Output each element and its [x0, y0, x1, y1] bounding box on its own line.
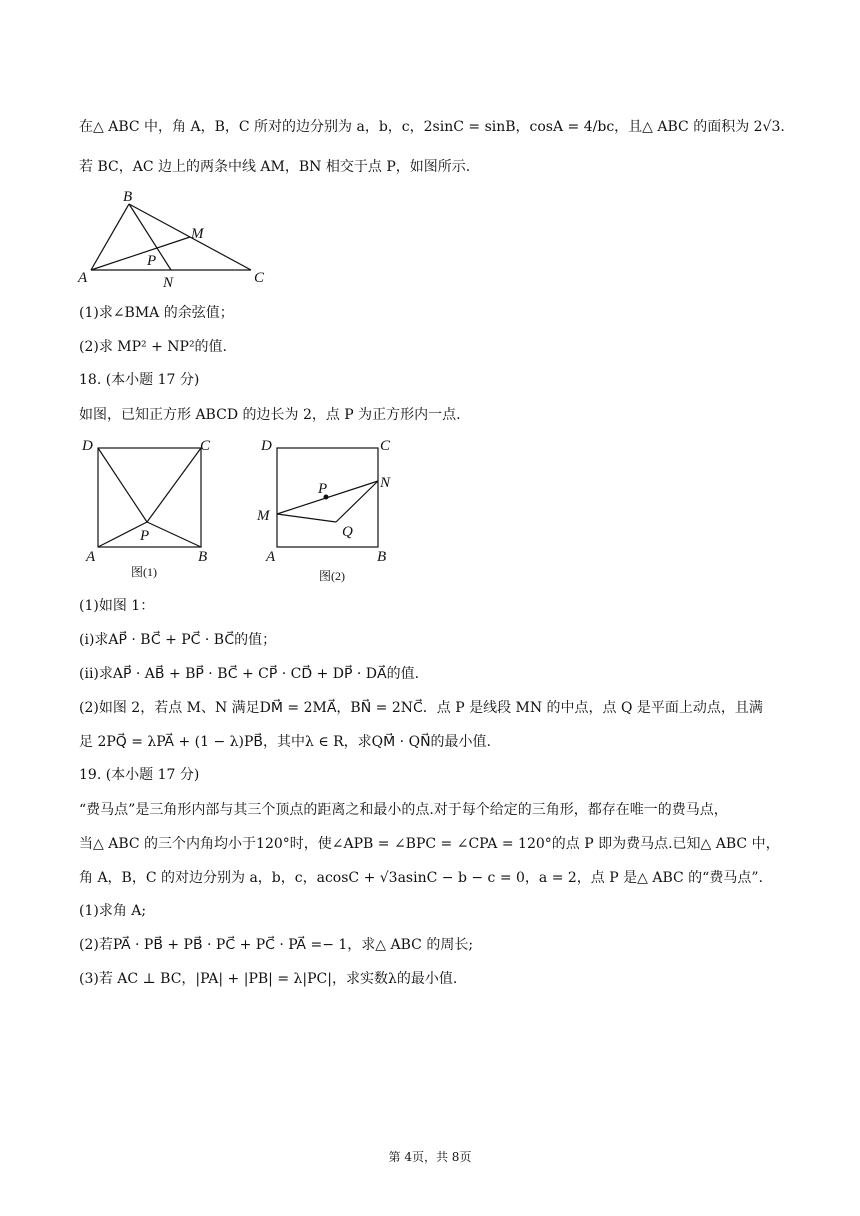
p19-q3: (3)若 AC ⊥ BC，|PA| + |PB| = λ|PC|，求实数λ的最小值.: [79, 971, 458, 987]
p18-q1-i: (i)求AP⃗ · BC⃗ + PC⃗ · BC⃗的值；: [79, 632, 277, 648]
fig1-label-D: D: [82, 438, 93, 454]
fig1-label-C: C: [200, 438, 211, 454]
p18-q2-line1: (2)如图 2，若点 M、N 满足DM⃗ = 2MA⃗，BN⃗ = 2NC⃗．点 P 是线段 MN 的中点，点 Q 是平面上动点，且满: [79, 700, 763, 716]
p19-line1: “费马点”是三角形内部与其三个顶点的距离之和最小的点.对于每个给定的三角形，都存在唯一的费马点，: [79, 802, 728, 818]
p17-q1: (1)求∠BMA 的余弦值；: [79, 305, 234, 321]
fig2-caption: 图(2): [319, 569, 345, 583]
p18-q1-ii: (ii)求AP⃗ · AB⃗ + BP⃗ · BC⃗ + CP⃗ · CD⃗ + DP⃗ · DA⃗的值.: [79, 666, 420, 682]
fig1-label-P: P: [140, 528, 150, 544]
p18-q1: (1)如图 1：: [79, 598, 155, 614]
label-P: P: [147, 253, 157, 269]
p19-header: 19. (本小题 17 分): [79, 767, 200, 783]
p18-intro: 如图，已知正方形 ABCD 的边长为 2，点 P 为正方形内一点.: [79, 407, 461, 423]
p19-line2: 当△ ABC 的三个内角均小于120°时，使∠APB = ∠BPC = ∠CPA = 120°的点 P 即为费马点.已知△ ABC 中，: [79, 836, 780, 852]
fig2-label-A: A: [266, 549, 276, 565]
p18-header: 18. (本小题 17 分): [79, 372, 200, 388]
fig2-label-C: C: [380, 438, 391, 454]
p17-intro-line1: 在△ ABC 中，角 A，B，C 所对的边分别为 a，b，c，2sinC = sinB，cosA = 4/bc，且△ ABC 的面积为 2√3.: [79, 119, 785, 135]
p17-intro-line2: 若 BC，AC 边上的两条中线 AM，BN 相交于点 P，如图所示.: [79, 159, 471, 175]
fig2-label-N: N: [380, 475, 391, 491]
fig2-label-B: B: [377, 549, 387, 565]
square-figure-2: [256, 432, 406, 584]
fig1-label-B: B: [198, 549, 208, 565]
p18-q2-line2: 足 2PQ⃗ = λPA⃗ + (1 − λ)PB⃗，其中λ ∈ R，求QM⃗ · QN⃗的最小值.: [79, 734, 491, 750]
label-M: M: [191, 226, 204, 242]
p19-q1: (1)求角 A;: [79, 903, 147, 919]
p19-line3: 角 A，B，C 的对边分别为 a，b，c，acosC + √3asinC − b − c = 0，a = 2，点 P 是△ ABC 的“费马点”.: [79, 870, 763, 886]
fig2-label-P: P: [318, 481, 328, 497]
fig2-label-Q: Q: [342, 524, 353, 540]
square-figure-1: [78, 432, 218, 582]
fig1-caption: 图(1): [131, 565, 157, 579]
label-A: A: [78, 270, 88, 286]
fig2-label-D: D: [261, 438, 272, 454]
page-footer: 第 4页，共 8页: [388, 1150, 472, 1164]
label-N: N: [163, 275, 174, 290]
p17-q2: (2)求 MP² + NP²的值.: [79, 339, 228, 355]
label-C: C: [254, 270, 265, 286]
label-B: B: [123, 189, 133, 205]
triangle-figure: [74, 184, 274, 290]
fig2-label-M: M: [257, 508, 270, 524]
p19-q2: (2)若PA⃗ · PB⃗ + PB⃗ · PC⃗ + PC⃗ · PA⃗ =− 1，求△ ABC 的周长;: [79, 937, 474, 953]
fig1-label-A: A: [86, 549, 96, 565]
